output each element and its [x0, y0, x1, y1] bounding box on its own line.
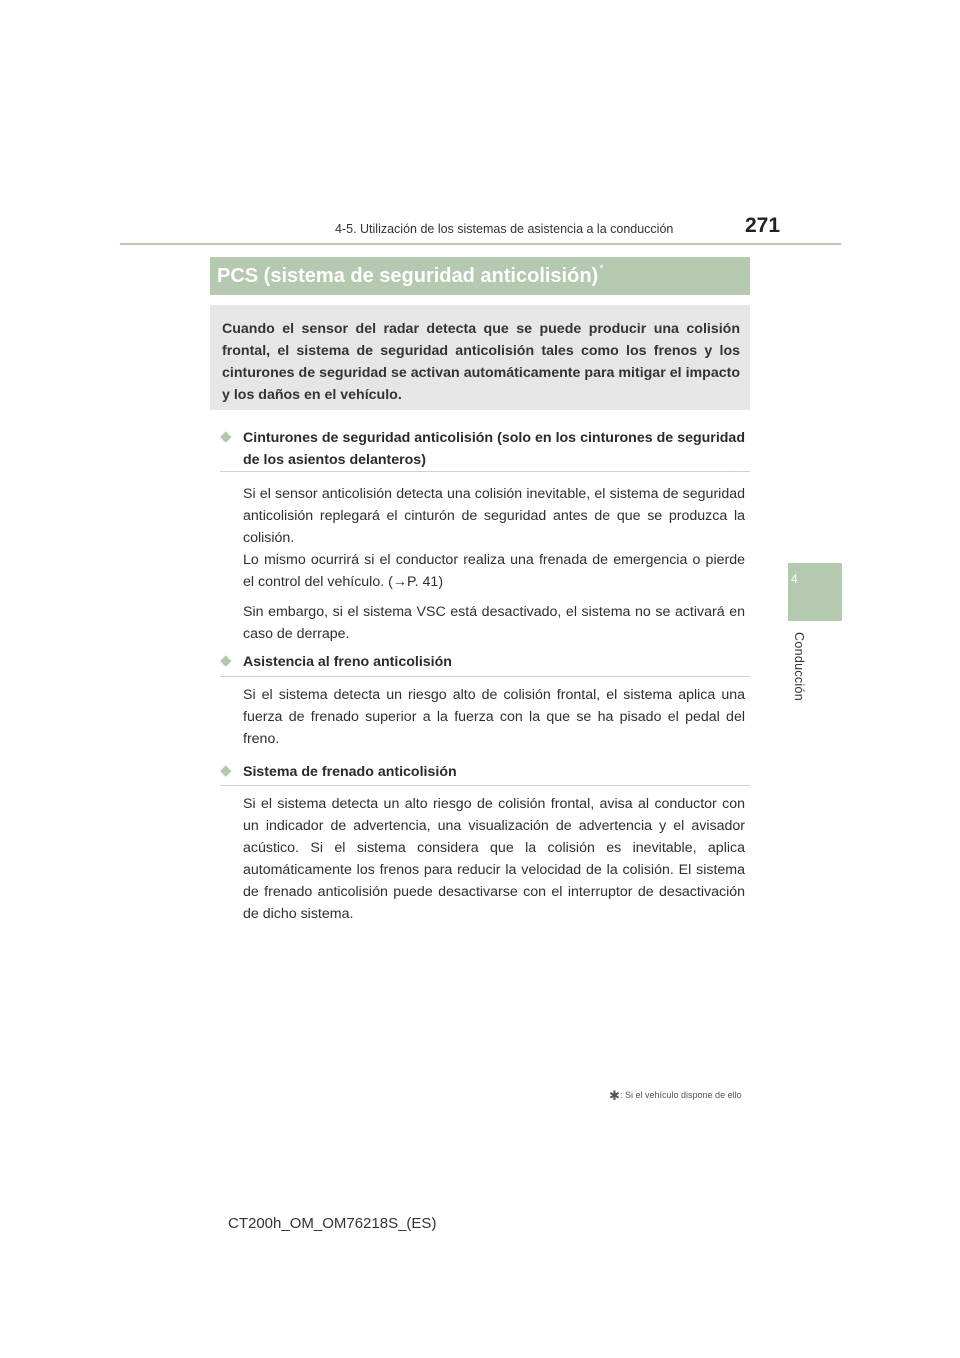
section-1-paragraph-1: Si el sensor anticolisión detecta una colisión inevitable, el sistema de seguridad anticolisión replegará el cinturón de seguridad antes de que se produzca la colisión.: [243, 486, 745, 546]
section-2-title: Asistencia al freno anticolisión: [243, 654, 452, 670]
footnote-asterisk-icon: ✱: [609, 1088, 620, 1103]
section-3-diamond-icon: ◆: [220, 762, 232, 779]
section-3-paragraph-1: Si el sistema detecta un alto riesgo de colisión frontal, avisa al conductor con un indicador de advertencia, una visualización de advertencia y el avisador acústico. Si el sistema considera que la colisión es inevitable, aplica automáticamente los frenos para reducir la velocidad de la colisión. El sistema de frenado anticolisión puede desactivarse con el interruptor de desactivación de dicho sistema.: [243, 796, 745, 922]
chapter-tab-label: Conducción: [792, 632, 806, 702]
footnote-reference-mark: *: [599, 263, 604, 275]
section-2-body: [243, 684, 745, 750]
intro-box: [210, 305, 750, 410]
section-2-diamond-icon: ◆: [220, 652, 232, 669]
section-1-diamond-icon: ◆: [220, 428, 232, 445]
page-number: 271: [745, 214, 781, 237]
header-section-title: 4-5. Utilización de los sistemas de asistencia a la conducción: [335, 222, 674, 236]
section-1-divider: [220, 471, 750, 472]
header-divider: [120, 243, 841, 245]
footnote-text: : Si el vehículo dispone de ello: [620, 1090, 742, 1100]
section-3-title: Sistema de frenado anticolisión: [243, 764, 457, 780]
chapter-tab-number: 4: [791, 572, 798, 586]
section-3-divider: [220, 785, 750, 786]
section-1-paragraph-2: Lo mismo ocurrirá si el conductor realiza una frenada de emergencia o pierde el control del vehículo. (→P. 41): [243, 552, 745, 590]
section-title-text: PCS (sistema de seguridad anticolisión): [217, 265, 599, 287]
section-1-title: Cinturones de seguridad anticolisión (solo en los cinturones de seguridad de los asientos delanteros): [243, 430, 745, 468]
manual-code: CT200h_OM_OM76218S_(ES): [228, 1215, 437, 1232]
section-2-divider: [220, 676, 750, 677]
section-title: [217, 263, 603, 288]
intro-text: Cuando el sensor del radar detecta que se puede producir una colisión frontal, el sistema de seguridad anticolisión tales como los frenos y los cinturones de seguridad se activan automáticamente para mitigar el impacto y los daños en el vehículo.: [222, 321, 740, 403]
section-3-body: [243, 793, 745, 925]
section-1-paragraph-3: Sin embargo, si el sistema VSC está desactivado, el sistema no se activará en caso de derrape.: [243, 604, 745, 642]
section-1-body: [243, 483, 745, 645]
section-2-paragraph-1: Si el sistema detecta un riesgo alto de colisión frontal, el sistema aplica una fuerza de frenado superior a la fuerza con la que se ha pisado el pedal del freno.: [243, 687, 745, 747]
